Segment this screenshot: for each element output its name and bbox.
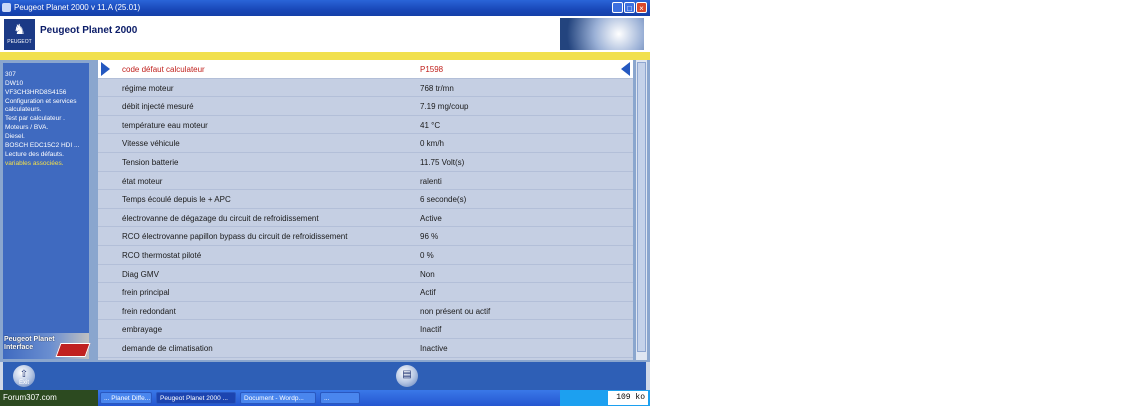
table-row[interactable] <box>98 246 633 265</box>
row-label: code défaut calculateur <box>122 65 205 74</box>
row-value: non présent ou actif <box>420 306 491 316</box>
row-label: état moteur <box>122 176 163 186</box>
table-row[interactable] <box>98 283 633 302</box>
badge-line-2: Interface <box>4 344 34 351</box>
row-label: débit injecté mesuré <box>122 102 194 112</box>
taskbar-item-3[interactable]: Document - Wordp... <box>240 392 316 404</box>
row-label: régime moteur <box>122 83 174 93</box>
scrollbar-thumb[interactable] <box>637 62 646 352</box>
table-row[interactable] <box>98 79 633 98</box>
row-label: RCO électrovanne papillon bypass du circuit de refroidissement <box>122 232 348 242</box>
yellow-separator <box>0 52 650 60</box>
sidebar-item-diesel[interactable]: Diesel. <box>5 133 25 140</box>
printer-icon: ▤ <box>402 369 412 380</box>
main-area <box>0 60 650 362</box>
planet-interface-badge <box>3 333 89 359</box>
panel-scrollbar[interactable] <box>636 60 647 360</box>
row-value: 0 % <box>420 251 434 260</box>
row-value: ralenti <box>420 176 442 186</box>
size-readout: 109 ko <box>608 391 648 405</box>
sidebar-item-engine[interactable]: DW10 <box>5 80 24 87</box>
table-row[interactable] <box>98 60 633 79</box>
close-button[interactable]: × <box>636 2 647 13</box>
row-value: P1598 <box>420 65 444 74</box>
brand-graphic <box>560 18 644 50</box>
badge-text <box>4 336 55 352</box>
bottom-toolbar-inner <box>3 362 646 390</box>
row-value: 768 tr/mn <box>420 83 454 93</box>
maximize-button[interactable]: □ <box>624 2 635 13</box>
interface-device-icon <box>55 343 90 357</box>
taskbar-item-2[interactable]: Peugeot Planet 2000 ... <box>156 392 236 404</box>
exit-label: Exit <box>18 380 29 386</box>
table-row[interactable] <box>98 339 633 358</box>
sidebar-item-ecu[interactable]: BOSCH EDC15C2 HDI ... <box>5 142 80 149</box>
minimize-button[interactable]: _ <box>612 2 623 13</box>
row-label: Temps écoulé depuis le + APC <box>122 195 231 205</box>
row-label: Vitesse véhicule <box>122 139 180 149</box>
table-row[interactable] <box>98 209 633 228</box>
taskbar-item-1[interactable]: ... Planet Diffe... <box>100 392 152 404</box>
app-title: Peugeot Planet 2000 <box>40 25 138 36</box>
table-row[interactable] <box>98 227 633 246</box>
app-icon <box>2 3 11 12</box>
bottom-toolbar <box>0 362 650 390</box>
print-button[interactable] <box>396 365 418 387</box>
sidebar-item-defauts[interactable]: Lecture des défauts. <box>5 151 64 158</box>
lion-icon: ♞ <box>13 21 26 37</box>
row-value: 0 km/h <box>420 139 445 149</box>
row-value: Actif <box>420 288 436 298</box>
table-row[interactable] <box>98 172 633 191</box>
sidebar-item-test[interactable]: Test par calculateur . <box>5 115 65 122</box>
arrow-left-icon[interactable] <box>621 62 630 76</box>
exit-arrow-icon: ⇧ <box>19 369 29 380</box>
row-label: électrovanne de dégazage du circuit de refroidissement <box>122 213 319 223</box>
row-value: Active <box>420 213 442 223</box>
sidebar <box>3 63 89 359</box>
table-row[interactable] <box>98 302 633 321</box>
row-value: 96 % <box>420 232 439 242</box>
table-row[interactable] <box>98 153 633 172</box>
sidebar-item-moteurs[interactable]: Moteurs / BVA. <box>5 124 49 131</box>
sidebar-list <box>3 71 89 169</box>
row-value: Non <box>420 269 435 279</box>
table-row[interactable] <box>98 134 633 153</box>
badge-line-1: Peugeot Planet <box>4 336 55 343</box>
row-value: 41 °C <box>420 120 441 130</box>
sidebar-item-config[interactable]: Configuration et services calculateurs. <box>5 98 77 113</box>
table-row[interactable] <box>98 265 633 284</box>
row-value: Inactif <box>420 325 442 335</box>
row-label: frein redondant <box>122 306 176 316</box>
sidebar-item-vin[interactable]: VF3CH3HRD8S4156 <box>5 89 67 96</box>
row-label: demande de climatisation <box>122 344 213 353</box>
row-value: 11.75 Volt(s) <box>420 158 465 167</box>
table-row[interactable] <box>98 97 633 116</box>
row-value: 6 seconde(s) <box>420 195 467 205</box>
window-titlebar[interactable] <box>0 0 650 16</box>
peugeot-logo <box>4 19 35 50</box>
taskbar-item-4[interactable]: ... <box>320 392 360 404</box>
parameter-panel <box>98 60 633 360</box>
row-label: Diag GMV <box>122 269 159 279</box>
row-label: embrayage <box>122 325 163 335</box>
logo-text: PEUGEOT <box>7 39 32 45</box>
sidebar-item-vehicle[interactable]: 307 <box>5 71 16 78</box>
forum-watermark: Forum307.com <box>0 390 98 406</box>
arrow-right-icon[interactable] <box>101 62 110 76</box>
row-value: 7.19 mg/coup <box>420 102 469 112</box>
row-label: frein principal <box>122 288 170 298</box>
sidebar-item-variables[interactable]: variables associées. <box>5 160 64 167</box>
table-row[interactable] <box>98 190 633 209</box>
row-label: Tension batterie <box>122 158 179 167</box>
windows-taskbar <box>0 390 1130 406</box>
row-value: Inactive <box>420 344 448 353</box>
table-row[interactable] <box>98 116 633 135</box>
language-indicator[interactable]: FR <box>1122 393 1130 399</box>
window-title: Peugeot Planet 2000 v 11.A (25.01) <box>14 3 141 12</box>
table-row[interactable] <box>98 320 633 339</box>
row-label: RCO thermostat piloté <box>122 251 202 260</box>
row-label: température eau moteur <box>122 120 208 130</box>
app-header <box>0 16 650 52</box>
